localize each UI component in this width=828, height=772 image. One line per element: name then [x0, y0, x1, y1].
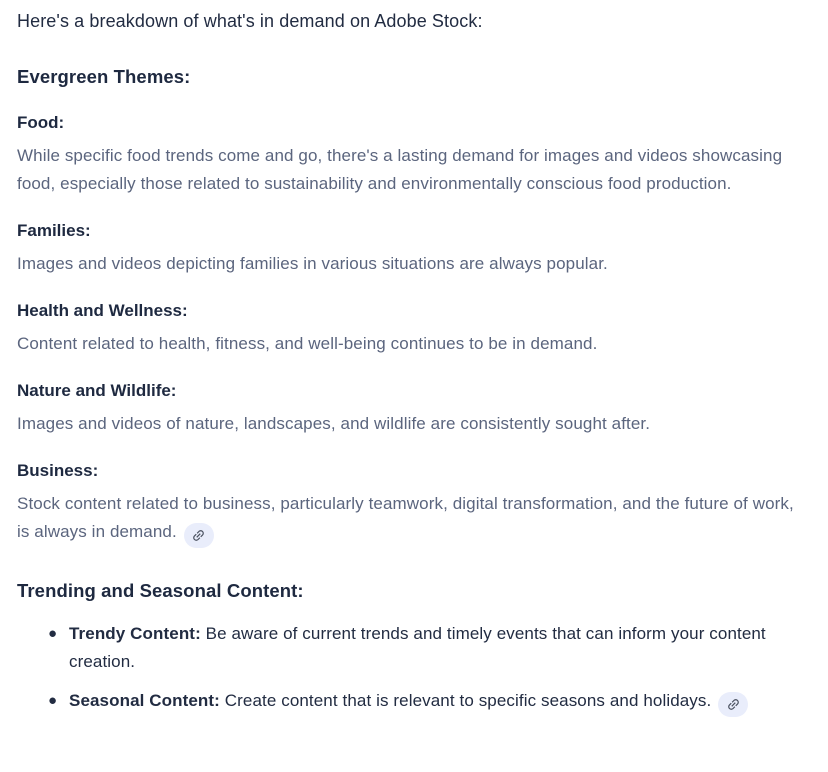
theme-food-heading: Food:	[17, 113, 65, 132]
trendy-content-label: Trendy Content:	[69, 624, 201, 643]
theme-nature-body: Images and videos of nature, landscapes, and wildlife are consistently sought after.	[17, 414, 651, 433]
theme-business-text: Stock content related to business, particularly teamwork, digital transformation, and the future of work, is always in demand.	[17, 494, 794, 541]
intro-text: Here's a breakdown of what's in demand on Adobe Stock:	[17, 11, 483, 31]
list-item	[48, 620, 809, 676]
evergreen-themes-heading: Evergreen Themes:	[17, 66, 191, 87]
trendy-content-text: Be aware of current trends and timely events that can inform your content creation.	[69, 624, 766, 671]
list-item	[48, 687, 809, 717]
seasonal-content-label: Seasonal Content:	[69, 691, 220, 710]
theme-business-body	[17, 490, 809, 548]
trending-bullet-list	[17, 620, 810, 717]
trending-seasonal-heading: Trending and Seasonal Content:	[17, 580, 304, 601]
theme-health-body: Content related to health, fitness, and well-being continues to be in demand.	[17, 334, 598, 353]
theme-families-heading: Families:	[17, 221, 91, 240]
source-citation-chip[interactable]	[184, 523, 214, 548]
theme-nature-heading: Nature and Wildlife:	[17, 381, 177, 400]
theme-health-heading: Health and Wellness:	[17, 301, 188, 320]
link-icon	[191, 528, 206, 543]
source-citation-chip[interactable]	[718, 692, 748, 717]
theme-food-body: While specific food trends come and go, there's a lasting demand for images and videos showcasing food, especially those related to sustainability and environmentally conscious food production.	[17, 146, 783, 193]
link-icon	[726, 697, 741, 712]
seasonal-content-text: Create content that is relevant to specific seasons and holidays.	[219, 691, 712, 710]
bullet-dot-icon: ●	[48, 625, 58, 642]
bullet-dot-icon: ●	[48, 692, 58, 709]
theme-families-body: Images and videos depicting families in various situations are always popular.	[17, 254, 608, 273]
theme-business-heading: Business:	[17, 461, 99, 480]
